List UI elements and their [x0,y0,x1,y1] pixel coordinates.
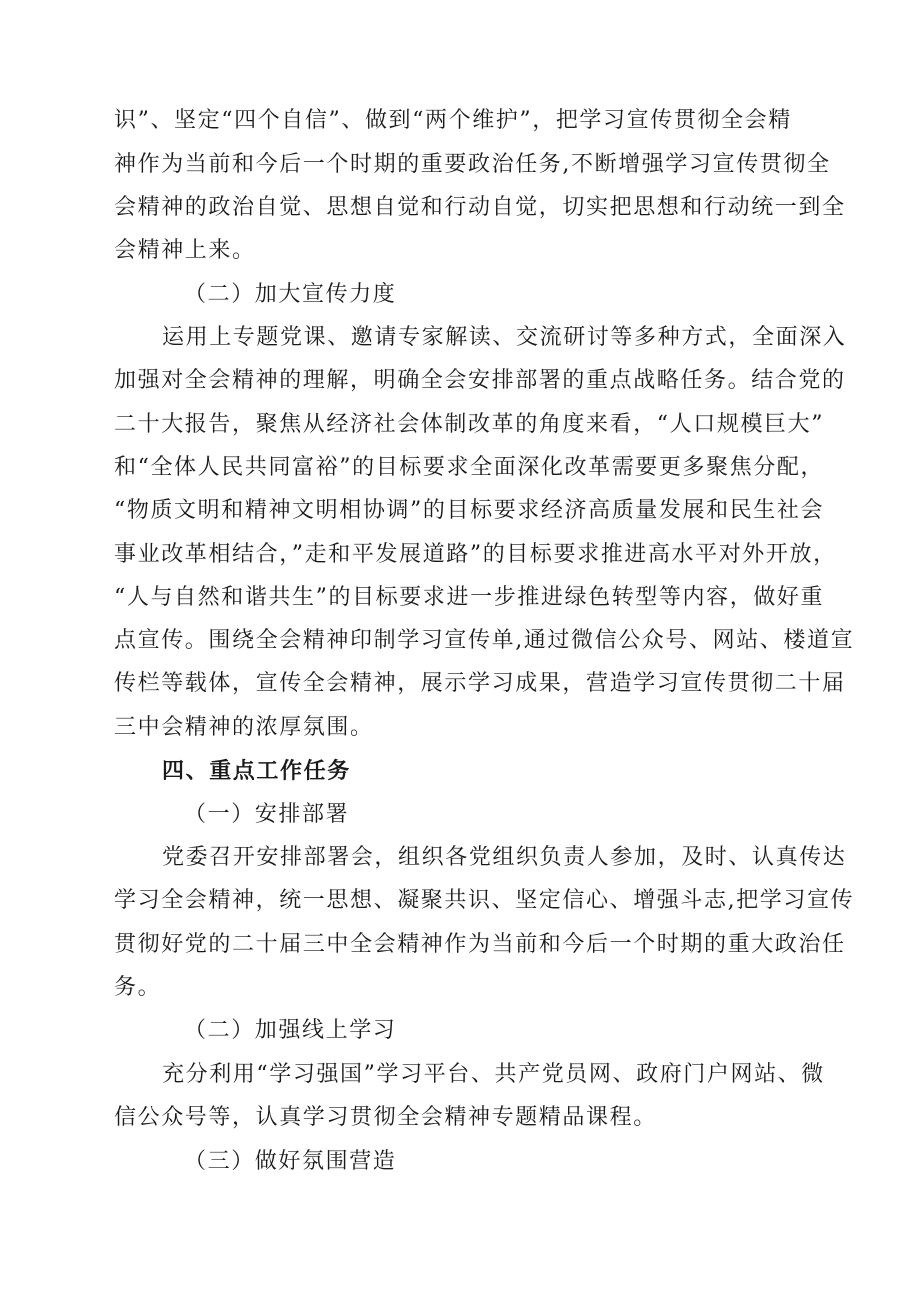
text-line: 事业改革相结合，”走和平发展道路”的目标要求推进高水平对外开放， [114,542,837,567]
text-line: 和“全体人民共同富裕”的目标要求全面深化改革需要更多聚焦分配， [114,455,825,480]
section-subheading: （三）做好氛围营造 [184,1149,397,1174]
text-line: 二十大报告，聚焦从经济社会体制改革的角度来看，“人口规模巨大” [114,412,825,437]
text-line: 加强对全会精神的理解，明确全会安排部署的重点战略任务。结合党的 [114,368,846,393]
section-heading: 四、重点工作任务 [162,759,351,784]
text-line: 会精神上来。 [114,238,256,263]
paragraph-first-line: 运用上专题党课、邀请专家解读、交流研讨等多种方式，全面深入 [162,325,847,350]
text-line: 识”、坚定“四个自信”、做到“两个维护”，把学习宣传贯彻全会精 [114,108,792,133]
text-line: 学习全会精神，统一思想、凝聚共识、坚定信心、增强斗志,把学习宣传 [114,888,855,913]
text-line: 神作为当前和今后一个时期的重要政治任务,不断增强学习宣传贯彻全 [114,152,831,177]
text-line: 贯彻好党的二十届三中全会精神作为当前和今后一个时期的重大政治任 [114,932,846,957]
text-line: 传栏等载体，宣传全会精神，展示学习成果，营造学习宣传贯彻二十届 [114,671,846,696]
section-subheading: （一）安排部署 [184,802,350,827]
text-line: 三中会精神的浓厚氛围。 [114,715,374,740]
text-line: 务。 [114,975,162,1000]
section-subheading: （二）加大宣传力度 [184,282,397,307]
text-line: “物质文明和精神文明相协调”的目标要求经济高质量发展和民生社会 [114,498,825,523]
section-subheading: （二）加强线上学习 [184,1018,397,1043]
text-line: “人与自然和谐共生”的目标要求进一步推进绿色转型等内容，做好重 [114,585,825,610]
text-line: 信公众号等，认真学习贯彻全会精神专题精品课程。 [114,1105,657,1130]
paragraph-first-line: 党委召开安排部署会，组织各党组织负责人参加，及时、认真传达 [162,845,847,870]
text-line: 点宣传。围绕全会精神印制学习宣传单,通过微信公众号、网站、楼道宣 [114,628,855,653]
paragraph-first-line: 充分利用“学习强国”学习平台、共产党员网、政府门户网站、微 [162,1062,825,1087]
text-line: 会精神的政治自觉、思想自觉和行动自觉，切实把思想和行动统一到全 [114,195,846,220]
